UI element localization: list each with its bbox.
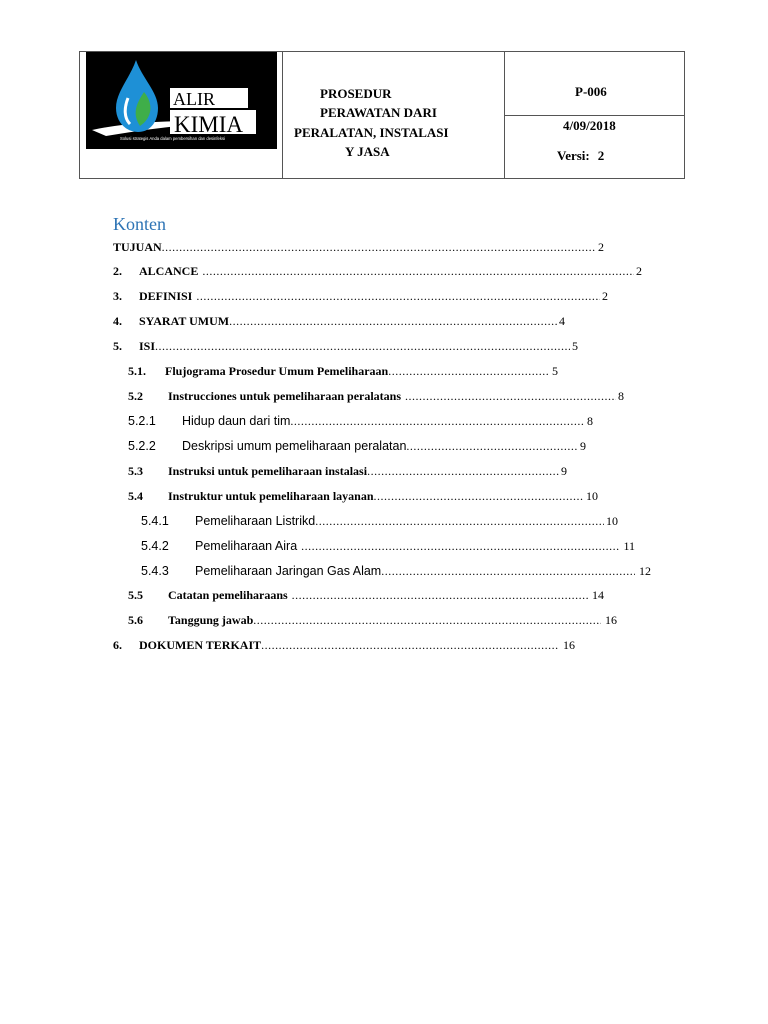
toc-entry-page: 16 bbox=[563, 638, 575, 652]
title-line-1: PROSEDUR bbox=[320, 86, 392, 101]
toc-entry-page: 8 bbox=[587, 414, 593, 428]
toc-entry-page: 8 bbox=[618, 389, 624, 403]
toc-entry-label: Pemeliharaan Aira bbox=[195, 539, 298, 553]
toc-entry[interactable] bbox=[128, 414, 593, 428]
title-line-4: Y JASA bbox=[345, 144, 390, 159]
version-value: 2 bbox=[597, 148, 605, 163]
toc-entry-label: Deskripsi umum pemeliharaan peralatan bbox=[182, 439, 407, 453]
toc-entry-number: 6. bbox=[113, 638, 122, 652]
toc-entry-page: 2 bbox=[636, 264, 642, 278]
logo-word-2: KIMIA bbox=[174, 112, 243, 137]
toc-entry[interactable] bbox=[141, 514, 618, 528]
toc-entry-label: Instruksi untuk pemeliharaan instalasi bbox=[168, 464, 368, 478]
meta-cell bbox=[504, 52, 684, 178]
document-code: P-006 bbox=[575, 84, 607, 99]
toc-entry-page: 5 bbox=[572, 339, 578, 353]
toc-entry-page: 2 bbox=[602, 289, 608, 303]
toc-entry-number: 2. bbox=[113, 264, 122, 278]
toc-entry-number: 5.2 bbox=[128, 389, 143, 403]
toc-entry[interactable] bbox=[128, 364, 558, 378]
toc-entry-label: TUJUAN bbox=[113, 240, 162, 254]
toc-entry-label: Instruktur untuk pemeliharaan layanan bbox=[168, 489, 374, 503]
toc-entry[interactable] bbox=[113, 638, 575, 652]
toc-entry-number: 5.6 bbox=[128, 613, 143, 627]
toc-entry[interactable] bbox=[128, 389, 624, 403]
company-logo bbox=[86, 52, 277, 149]
toc-entry-label: ISI bbox=[139, 339, 156, 353]
toc-entry[interactable] bbox=[128, 588, 604, 602]
toc-heading: Konten bbox=[113, 214, 166, 234]
toc-entry[interactable] bbox=[113, 240, 604, 254]
toc-entry-page: 9 bbox=[561, 464, 567, 478]
toc-entry-number: 3. bbox=[113, 289, 122, 303]
logo-tagline: Solusi strategis Anda dalam pembersihan dan desinfeksi bbox=[120, 136, 225, 141]
meta-divider bbox=[505, 115, 684, 116]
toc-entry-label: DOKUMEN TERKAIT bbox=[139, 638, 262, 652]
toc-entry-number: 5.2.2 bbox=[128, 439, 156, 453]
toc-entry[interactable] bbox=[113, 289, 608, 303]
toc-entry-label: Pemeliharaan Listrikd bbox=[195, 514, 316, 528]
toc-entry-page: 16 bbox=[605, 613, 617, 627]
toc-entry-number: 5.4.3 bbox=[141, 564, 169, 578]
version-label: Versi: bbox=[557, 148, 590, 163]
toc-entry-label: DEFINISI bbox=[139, 289, 193, 303]
toc-entry-number: 5.5 bbox=[128, 588, 143, 602]
toc-entry[interactable] bbox=[113, 314, 565, 328]
toc-entry-label: Flujograma Prosedur Umum Pemeliharaan bbox=[165, 364, 389, 378]
toc-entry-page: 12 bbox=[639, 564, 651, 578]
toc-entry-number: 5.4 bbox=[128, 489, 143, 503]
toc-entry[interactable] bbox=[128, 489, 598, 503]
toc-entry-label: Instrucciones untuk pemeliharaan peralatans bbox=[168, 389, 402, 403]
logo-word-1: ALIR bbox=[173, 89, 215, 109]
toc-entry-number: 5. bbox=[113, 339, 122, 353]
toc-entry-page: 4 bbox=[559, 314, 565, 328]
toc-entry-label: Pemeliharaan Jaringan Gas Alam bbox=[195, 564, 382, 578]
toc-entry-label: ALCANCE bbox=[139, 264, 199, 278]
title-line-2: PERAWATAN DARI bbox=[320, 105, 437, 120]
toc-entry-number: 5.2.1 bbox=[128, 414, 156, 428]
toc-entry-label: Tanggung jawab bbox=[168, 613, 254, 627]
toc-entry-page: 2 bbox=[598, 240, 604, 254]
toc-entry-number: 5.4.1 bbox=[141, 514, 169, 528]
toc-entry-page: 5 bbox=[552, 364, 558, 378]
toc-entry-page: 11 bbox=[623, 539, 635, 553]
toc-entry[interactable] bbox=[113, 339, 578, 353]
document-header bbox=[79, 51, 685, 179]
toc-entry[interactable] bbox=[141, 564, 651, 578]
toc-entry-number: 5.1. bbox=[128, 364, 146, 378]
toc-entry-page: 9 bbox=[580, 439, 586, 453]
toc-entry-label: Hidup daun dari tim bbox=[182, 414, 291, 428]
toc-entry-page: 14 bbox=[592, 588, 604, 602]
logo-cell bbox=[80, 52, 282, 178]
toc-entry-number: 5.3 bbox=[128, 464, 143, 478]
toc-entry[interactable] bbox=[113, 264, 642, 278]
toc-entry[interactable] bbox=[128, 464, 567, 478]
title-cell bbox=[282, 52, 505, 178]
toc-entry[interactable] bbox=[141, 539, 635, 553]
toc-entry-label: SYARAT UMUM bbox=[139, 314, 230, 328]
toc-entry-page: 10 bbox=[586, 489, 598, 503]
toc-entry-page: 10 bbox=[606, 514, 618, 528]
toc-entry[interactable] bbox=[128, 439, 586, 453]
toc-entry[interactable] bbox=[128, 613, 617, 627]
toc-entry-number: 4. bbox=[113, 314, 122, 328]
document-date: 4/09/2018 bbox=[563, 118, 616, 133]
toc-entry-number: 5.4.2 bbox=[141, 539, 169, 553]
title-line-3: PERALATAN, INSTALASI bbox=[294, 125, 449, 140]
toc-entry-label: Catatan pemeliharaans bbox=[168, 588, 288, 602]
document-version bbox=[557, 148, 604, 164]
